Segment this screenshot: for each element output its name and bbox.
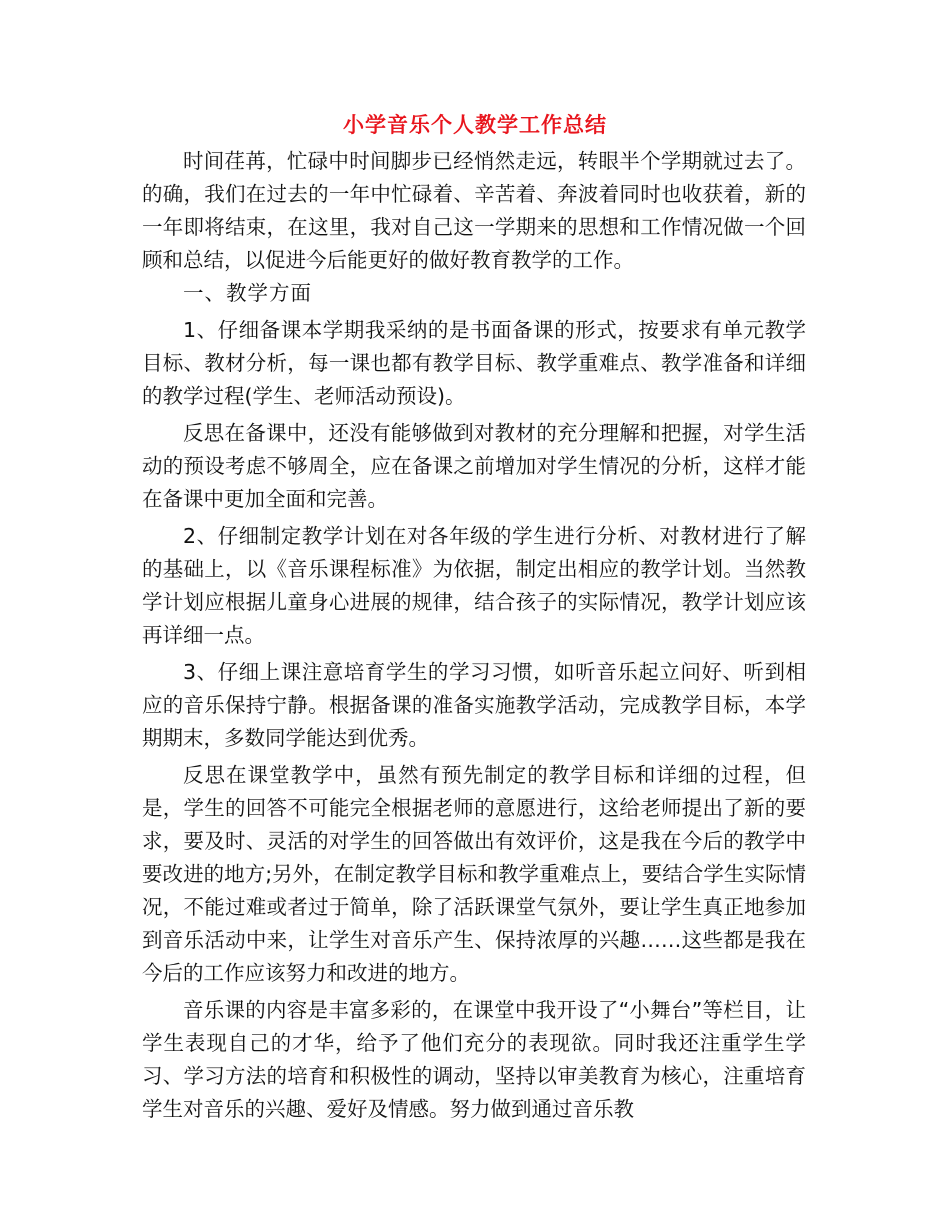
paragraph-music-content: 音乐课的内容是丰富多彩的，在课堂中我开设了“小舞台”等栏目，让学生表现自己的才华，给予了他们充分的表现欲。同时我还注重学生学习、学习方法的培育和积极性的调动，坚持以审美教育为核心，注重培育学生对音乐的兴趣、爱好及情感。努力做到通过音乐教	[142, 998, 806, 1121]
paragraph-lesson-prep: 1、仔细备课本学期我采纳的是书面备课的形式，按要求有单元教学目标、教材分析，每一课也都有教学目标、教学重难点、教学准备和详细的教学过程(学生、老师活动预设)。	[142, 318, 806, 408]
paragraph-reflection-prep: 反思在备课中，还没有能够做到对教材的充分理解和把握，对学生活动的预设考虑不够周全，应在备课之前增加对学生情况的分析，这样才能在备课中更加全面和完善。	[142, 421, 806, 511]
document-title: 小学音乐个人教学工作总结	[343, 112, 607, 137]
paragraph-teaching-plan: 2、仔细制定教学计划在对各年级的学生进行分析、对教材进行了解的基础上，以《音乐课程标准》为依据，制定出相应的教学计划。当然教学计划应根据儿童身心进展的规律，结合孩子的实际情况，教学计划应该再详细一点。	[142, 524, 806, 647]
paragraph-class-habits: 3、仔细上课注意培育学生的学习习惯，如听音乐起立问好、听到相应的音乐保持宁静。根据备课的准备实施教学活动，完成教学目标，本学期期末，多数同学能达到优秀。	[142, 660, 806, 750]
paragraph-intro: 时间荏苒，忙碌中时间脚步已经悄然走远，转眼半个学期就过去了。的确，我们在过去的一年中忙碌着、辛苦着、奔波着同时也收获着，新的一年即将结束，在这里，我对自己这一学期来的思想和工作情况做一个回顾和总结，以促进今后能更好的做好教育教学的工作。	[142, 149, 806, 272]
document-body	[142, 145, 806, 1126]
paragraph-reflection-class: 反思在课堂教学中，虽然有预先制定的教学目标和详细的过程，但是，学生的回答不可能完全根据老师的意愿进行，这给老师提出了新的要求，要及时、灵活的对学生的回答做出有效评价，这是我在今后的教学中要改进的地方;另外，在制定教学目标和教学重难点上，要结合学生实际情况，不能过难或者过于简单，除了活跃课堂气氛外，要让学生真正地参加到音乐活动中来，让学生对音乐产生、保持浓厚的兴趣……这些都是我在今后的工作应该努力和改进的地方。	[142, 763, 806, 985]
section-heading-teaching: 一、教学方面	[183, 281, 312, 305]
